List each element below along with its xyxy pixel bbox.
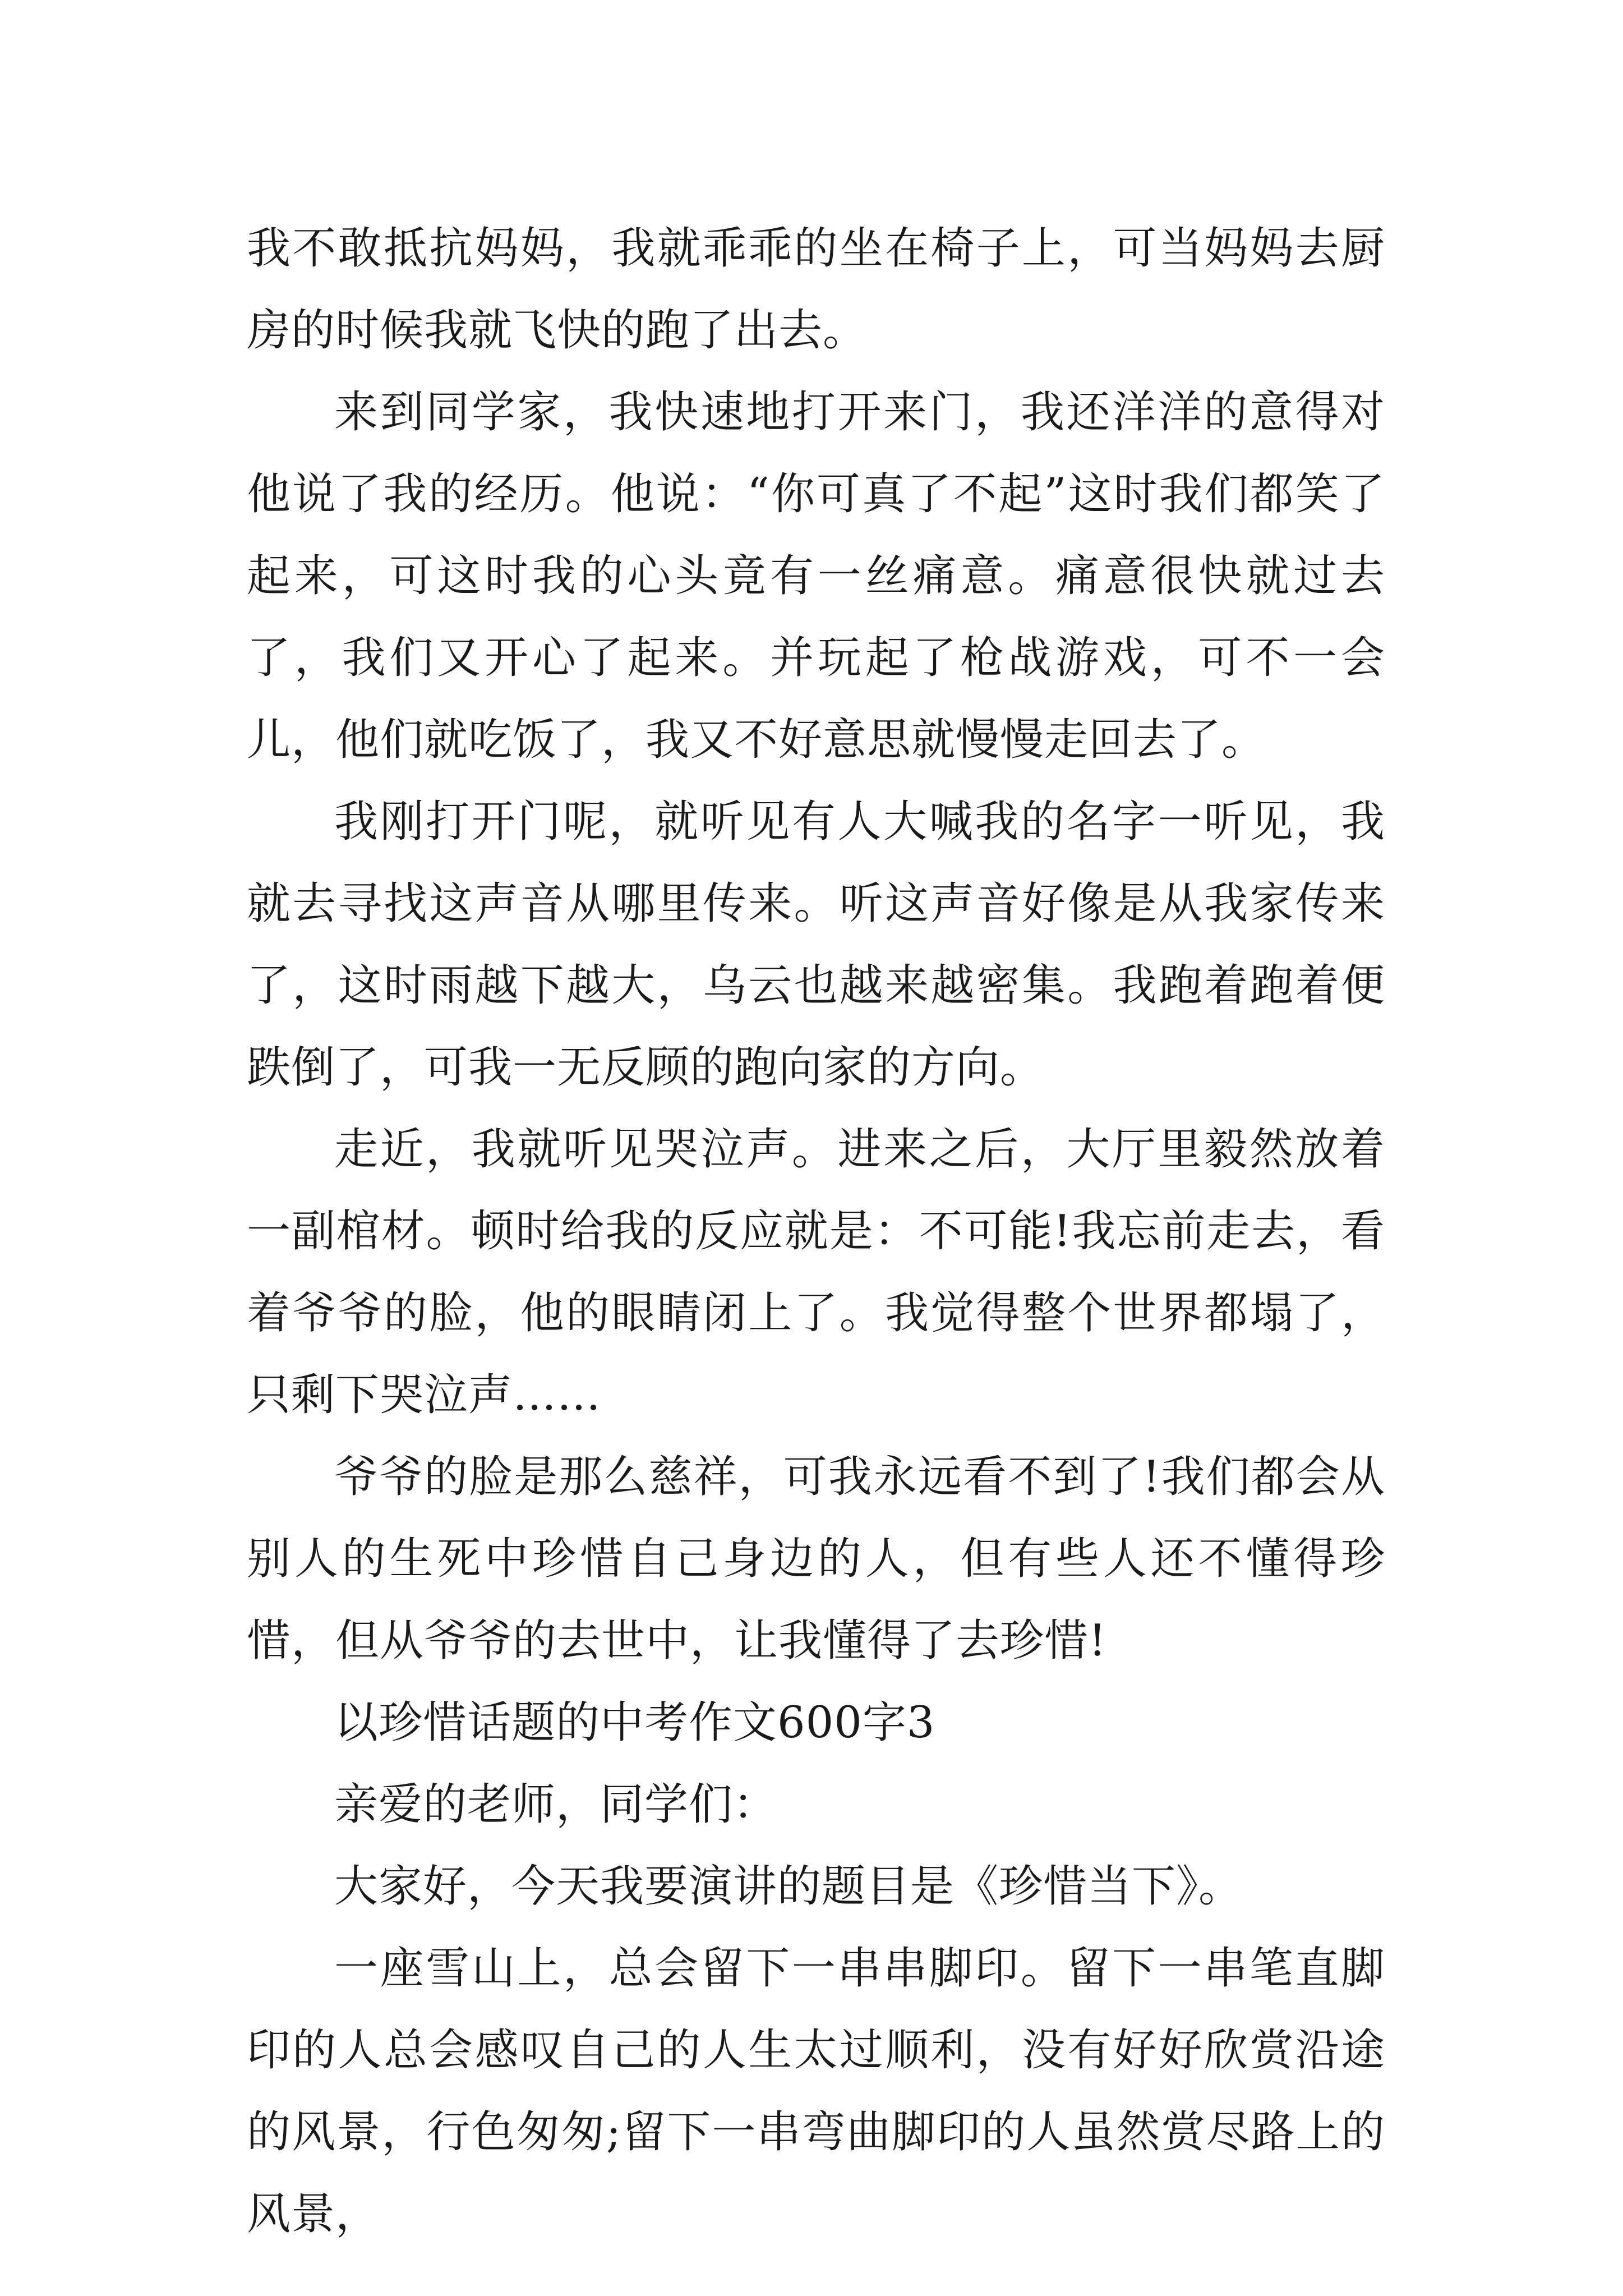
- paragraph-4: 走近，我就听见哭泣声。进来之后，大厅里毅然放着一副棺材。顿时给我的反应就是：不可能!我忘前走去，看着爷爷的脸，他的眼睛闭上了。我觉得整个世界都塌了，只剩下哭泣声……: [247, 1124, 1385, 1420]
- paragraph-5: 爷爷的脸是那么慈祥，可我永远看不到了!我们都会从别人的生死中珍惜自己身边的人，但有些人还不懂得珍惜，但从爷爷的去世中，让我懂得了去珍惜!: [247, 1452, 1385, 1666]
- document-body: [247, 208, 1385, 2255]
- paragraph-3: 我刚打开门呢，就听见有人大喊我的名字一听见，我就去寻找这声音从哪里传来。听这声音好像是从我家传来了，这时雨越下越大，乌云也越来越密集。我跑着跑着便跌倒了，可我一无反顾的跑向家的方向。: [247, 797, 1385, 1093]
- speech-intro: 大家好，今天我要演讲的题目是《珍惜当下》。: [334, 1861, 1243, 1912]
- paragraph-9: 一座雪山上，总会留下一串串脚印。留下一串笔直脚印的人总会感叹自己的人生太过顺利，没有好好欣赏沿途的风景，行色匆匆;留下一串弯曲脚印的人虽然赏尽路上的风景，: [247, 1943, 1385, 2239]
- paragraph-2: 来到同学家，我快速地打开来门，我还洋洋的意得对他说了我的经历。他说：“你可真了不起”这时我们都笑了起来，可这时我的心头竟有一丝痛意。痛意很快就过去了，我们又开心了起来。并玩起了枪战游戏，可不一会儿，他们就吃饭了，我又不好意思就慢慢走回去了。: [247, 387, 1385, 765]
- salutation: 亲爱的老师，同学们：: [334, 1779, 778, 1830]
- essay-heading: 以珍惜话题的中考作文600字3: [334, 1697, 935, 1748]
- paragraph-1: 我不敢抵抗妈妈，我就乖乖的坐在椅子上，可当妈妈去厨房的时候我就飞快的跑了出去。: [247, 223, 1385, 356]
